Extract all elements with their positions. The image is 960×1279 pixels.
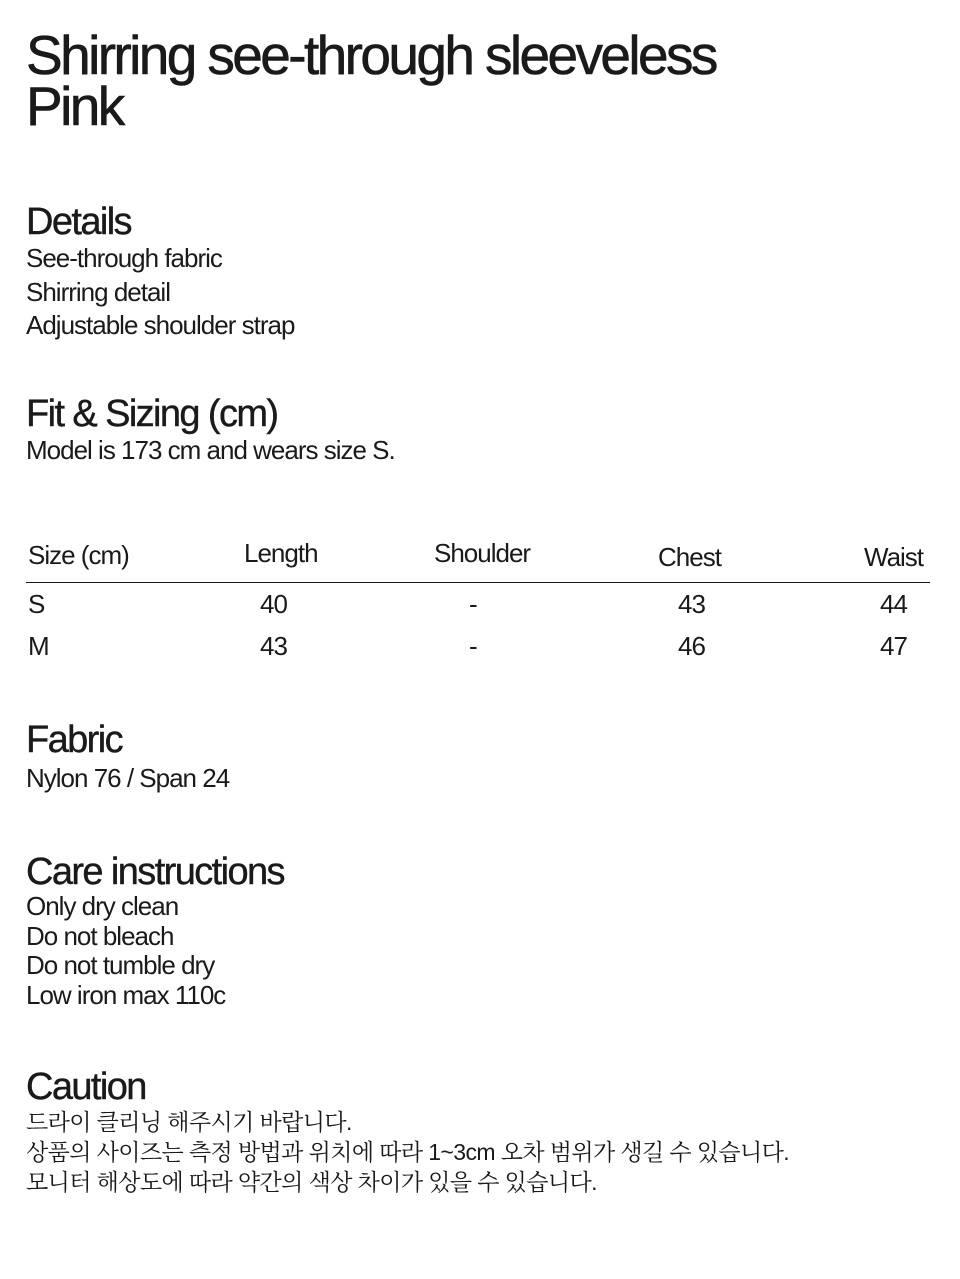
table-row [26,583,930,625]
fit-heading: Fit & Sizing (cm) [26,393,278,435]
length-column-header: Length [244,538,318,568]
chest-cell: 43 [678,589,705,619]
size-cell: S [28,589,45,619]
length-cell: 43 [260,631,287,661]
details-item: Shirring detail [26,276,170,307]
care-item: Do not tumble dry [26,950,215,980]
table-row [26,625,930,667]
product-title-line-2: Pink [26,75,123,137]
details-heading: Details [26,201,131,243]
shoulder-cell: - [469,589,477,619]
waist-cell: 44 [880,589,907,619]
chest-column-header: Chest [658,542,721,572]
details-item: See-through fabric [26,243,222,273]
caution-heading: Caution [26,1066,146,1108]
product-info-page [26,24,930,1195]
product-title [26,24,930,137]
size-table [26,536,930,667]
care-item: Only dry clean [26,891,179,921]
fabric-composition: Nylon 76 / Span 24 [26,763,230,793]
care-section [26,852,930,1010]
size-table-header [26,536,930,583]
waist-cell: 47 [880,631,907,661]
caution-section [26,1067,930,1197]
length-cell: 40 [260,589,287,619]
fit-section [26,394,930,467]
shoulder-column-header: Shoulder [434,538,531,568]
care-item: Do not bleach [26,920,174,951]
details-item: Adjustable shoulder strap [26,310,295,340]
size-cell: M [28,631,49,661]
caution-item: 드라이 클리닝 해주시기 바랍니다. [26,1109,352,1135]
chest-cell: 46 [678,631,705,661]
product-title-line-1: Shirring see-through sleeveless [26,24,716,86]
details-section [26,202,930,343]
caution-item: 상품의 사이즈는 측정 방법과 위치에 따라 1~3cm 오차 범위가 생길 수 있습니다. [26,1139,790,1165]
fabric-heading: Fabric [26,719,122,761]
size-column-header: Size (cm) [28,540,129,570]
care-heading: Care instructions [26,851,284,893]
shoulder-cell: - [469,631,477,661]
care-item: Low iron max 110c [26,979,226,1010]
fit-note: Model is 173 cm and wears size S. [26,435,395,465]
caution-item: 모니터 해상도에 따라 약간의 색상 차이가 있을 수 있습니다. [26,1169,597,1195]
waist-column-header: Waist [864,542,924,572]
fabric-section [26,720,930,796]
